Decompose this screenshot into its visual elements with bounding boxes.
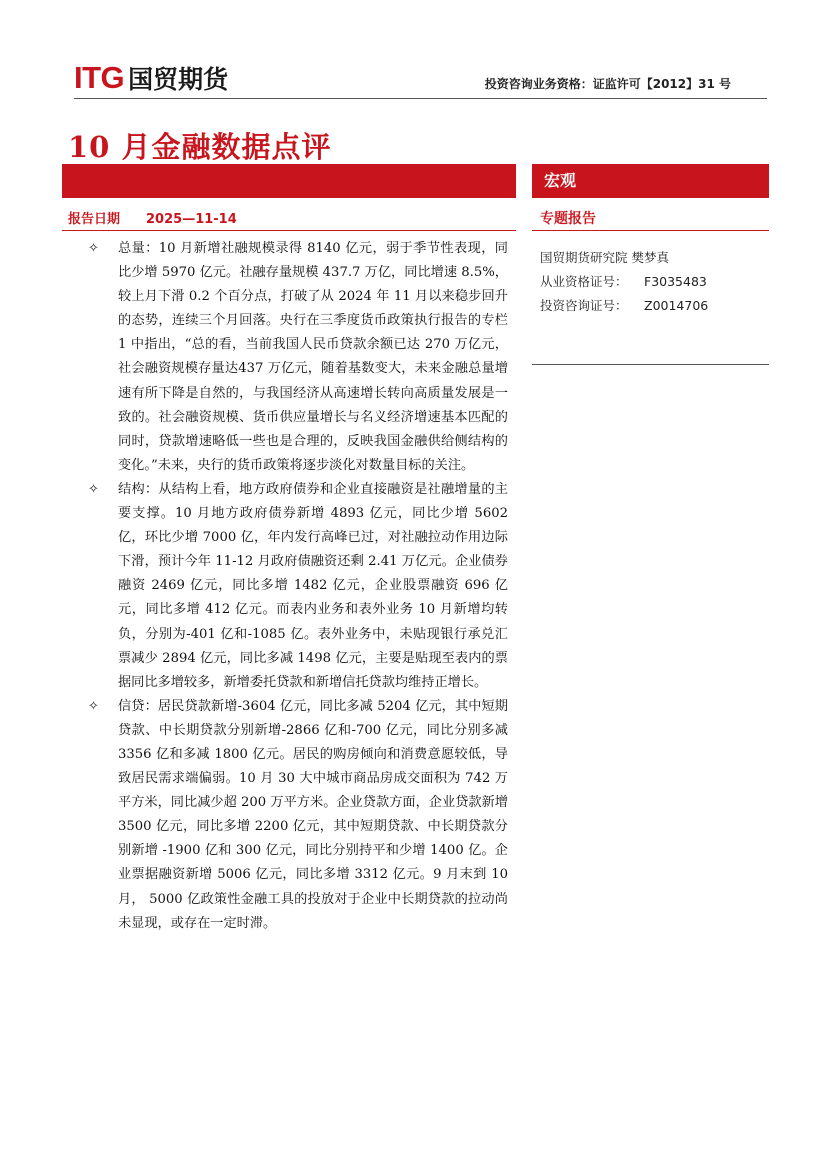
logo-itg: ITG bbox=[74, 60, 125, 95]
report-type: 专题报告 bbox=[540, 211, 596, 227]
category-band: 宏观 bbox=[532, 164, 769, 198]
date-divider bbox=[62, 230, 516, 231]
report-title: 10 月金融数据点评 bbox=[68, 130, 332, 164]
bullet-diamond-icon: ✧ bbox=[88, 698, 99, 714]
qualification-text: 投资咨询业务资格：证监许可【2012】31 号 bbox=[484, 77, 731, 91]
advisory-cert-line bbox=[540, 294, 708, 318]
sidebar-divider bbox=[532, 364, 769, 365]
title-band bbox=[62, 164, 516, 198]
report-body bbox=[88, 237, 508, 936]
report-date bbox=[68, 208, 237, 227]
paragraph-text: 结构：从结构上看，地方政府债券和企业直接融资是社融增量的主要支撑。10 月地方政府债券新增 4893 亿元，同比少增 5602 亿，环比少增 7000 亿，年内发行高峰已过，对社融拉动作用边际下滑，预计今年 11-12 月政府债融资还剩 2.41 万亿元。企业债券融资 2469 亿元，同比多增 1482 亿元，企业股票融资 696 亿元，同比多增 412 亿元。而表内业务和表外业务 10 月新增均转负，分别为-401 亿和-1085 亿。表外业务中，未贴现银行承兑汇票减少 2894 亿元，同比多减 1498 亿元，主要是贴现至表内的票据同比多增较多，新增委托贷款和新增信托贷款均维持正增长。 bbox=[118, 481, 508, 690]
paragraph-total bbox=[88, 237, 508, 478]
analyst-info bbox=[540, 246, 708, 318]
paragraph-text: 总量：10 月新增社融规模录得 8140 亿元，弱于季节性表现，同比少增 5970 亿元。社融存量规模 437.7 万亿，同比增速 8.5%，较上月下滑 0.2 个百分点，打破了从 2024 年 11 月以来稳步回升的态势，连续三个月回落。央行在三季度货币政策执行报告的专栏 1 中指出，“总的看，当前我国人民币贷款余额已达 270 万亿元，社会融资规模存量达437 万亿元，随着基数变大，未来金融总量增速有所下降是自然的，与我国经济从高速增长转向高质量发展是一致的。社会融资规模、货币供应量增长与名义经济增速基本匹配的同时，贷款增速略低一些也是合理的，反映我国金融供给侧结构的变化。”未来，央行的货币政策将逐步淡化对数量目标的关注。 bbox=[118, 241, 508, 473]
qual-cert-value: F3035483 bbox=[644, 274, 707, 289]
logo bbox=[74, 58, 228, 98]
bullet-diamond-icon: ✧ bbox=[88, 241, 99, 256]
qual-cert-label: 从业资格证号： bbox=[540, 274, 628, 289]
bullet-diamond-icon: ✧ bbox=[88, 481, 99, 497]
report-date-label: 报告日期 bbox=[68, 212, 121, 227]
qual-cert-line bbox=[540, 270, 708, 294]
logo-company-name: 国贸期货 bbox=[128, 65, 229, 94]
paragraph-structure bbox=[88, 478, 508, 695]
header-divider bbox=[74, 98, 767, 99]
advisory-cert-value: Z0014706 bbox=[644, 298, 709, 313]
advisory-cert-label: 投资咨询证号： bbox=[540, 298, 628, 313]
institute-line: 国贸期货研究院 樊梦真 bbox=[540, 250, 669, 265]
paragraph-text: 信贷：居民贷款新增-3604 亿元，同比多减 5204 亿元，其中短期贷款、中长期贷款分别新增-2866 亿和-700 亿元，同比分别多减 3356 亿和多减 1800 亿元。居民的购房倾向和消费意愿较低，导致居民需求端偏弱。10 月 30 大中城市商品房成交面积为 742 万平方米，同比减少超 200 万平方米。企业贷款方面，企业贷款新增 3500 亿元，同比多增 2200 亿元，其中短期贷款、中长期贷款分别新增 -1900 亿和 300 亿元，同比分别持平和少增 1400 亿。企业票据融资新增 5006 亿元，同比多增 3312 亿元。9 月末到 10 月， 5000 亿政策性金融工具的投放对于企业中长期贷款的拉动尚未显现，或存在一定时滞。 bbox=[118, 698, 508, 931]
report-type-divider bbox=[532, 230, 769, 231]
report-date-value: 2025—11-14 bbox=[146, 212, 237, 227]
paragraph-credit bbox=[88, 695, 508, 936]
